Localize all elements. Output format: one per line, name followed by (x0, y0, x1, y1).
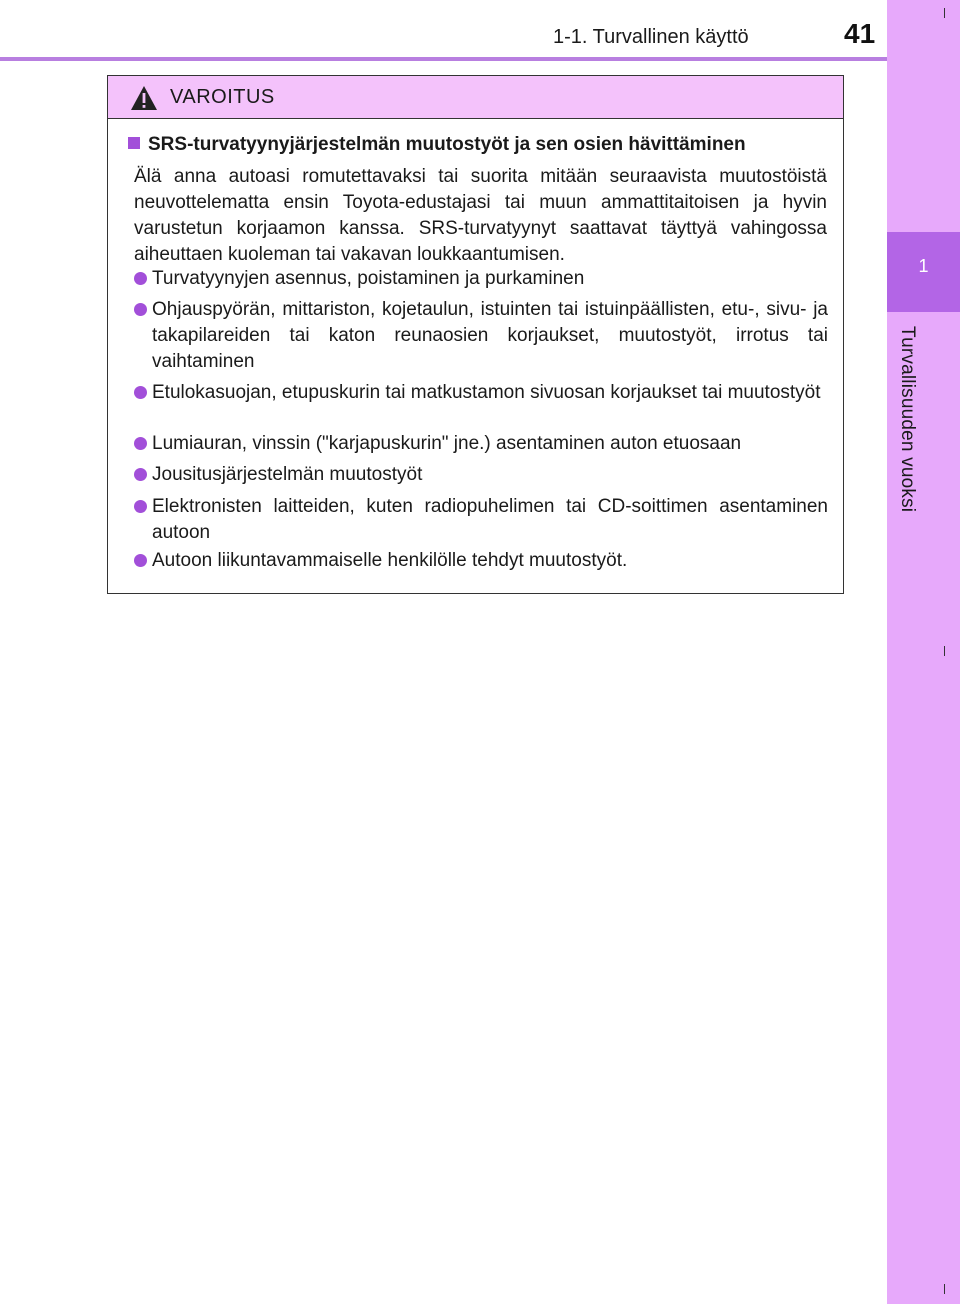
running-title: 1-1. Turvallinen käyttö (553, 26, 749, 48)
warning-box (107, 75, 844, 594)
square-bullet-icon (128, 137, 140, 149)
crop-mark (944, 1284, 945, 1294)
list-item-text: Lumiauran, vinssin ("karjapuskurin" jne.) asentaminen auton etuosaan (152, 433, 742, 454)
list-item-text: Jousitusjärjestelmän muutostyöt (152, 464, 423, 485)
section-heading-text: SRS-turvatyynyjärjestelmän muutostyöt ja sen osien hävittäminen (148, 134, 746, 155)
list-item (134, 494, 828, 546)
list-item-text: Etulokasuojan, etupuskurin tai matkustamon sivuosan korjaukset tai muutostyöt (152, 382, 821, 403)
crop-mark (944, 8, 945, 18)
round-bullet-icon (134, 500, 147, 513)
side-tab (887, 0, 960, 1304)
list-item-text: Ohjauspyörän, mittariston, kojetaulun, istuinten tai istuinpäällisten, etu-, sivu- ja takapilareiden tai katon reunaosien korjaukset, muutostyöt, irrotus tai vaihtaminen (152, 299, 828, 372)
list-item (134, 266, 828, 292)
list-item (134, 462, 828, 488)
chapter-number: 1 (918, 256, 929, 276)
list-item (134, 297, 828, 375)
round-bullet-icon (134, 303, 147, 316)
page-number: 41 (844, 18, 876, 49)
round-bullet-icon (134, 386, 147, 399)
round-bullet-icon (134, 272, 147, 285)
warning-triangle-icon (130, 85, 158, 111)
warning-header (108, 76, 843, 119)
round-bullet-icon (134, 437, 147, 450)
warning-label: VAROITUS (170, 86, 275, 108)
list-item (134, 380, 828, 406)
list-item-text: Autoon liikuntavammaiselle henkilölle tehdyt muutostyöt. (152, 550, 628, 571)
chapter-title: Turvallisuuden vuoksi (897, 326, 918, 513)
round-bullet-icon (134, 468, 147, 481)
warning-paragraph: Älä anna autoasi romutettavaksi tai suorita mitään seuraavista muutostöistä neuvottelematta ensin Toyota-edustajasi tai muun ammattitaitoisen ja hyvin varustetun korjaamon kanssa. SRS-turvatyynyt saattavat täyttyä vahingossa aiheuttaen kuoleman tai vakavan loukkaantumisen. (134, 166, 827, 265)
round-bullet-icon (134, 554, 147, 567)
header-rule (0, 57, 887, 61)
list-item-text: Elektronisten laitteiden, kuten radiopuhelimen tai CD-soittimen asentaminen autoon (152, 496, 828, 543)
section-heading (128, 134, 746, 156)
list-item (134, 431, 828, 457)
list-item (134, 548, 828, 574)
list-item-text: Turvatyynyjen asennus, poistaminen ja purkaminen (152, 268, 585, 289)
crop-mark (944, 646, 945, 656)
